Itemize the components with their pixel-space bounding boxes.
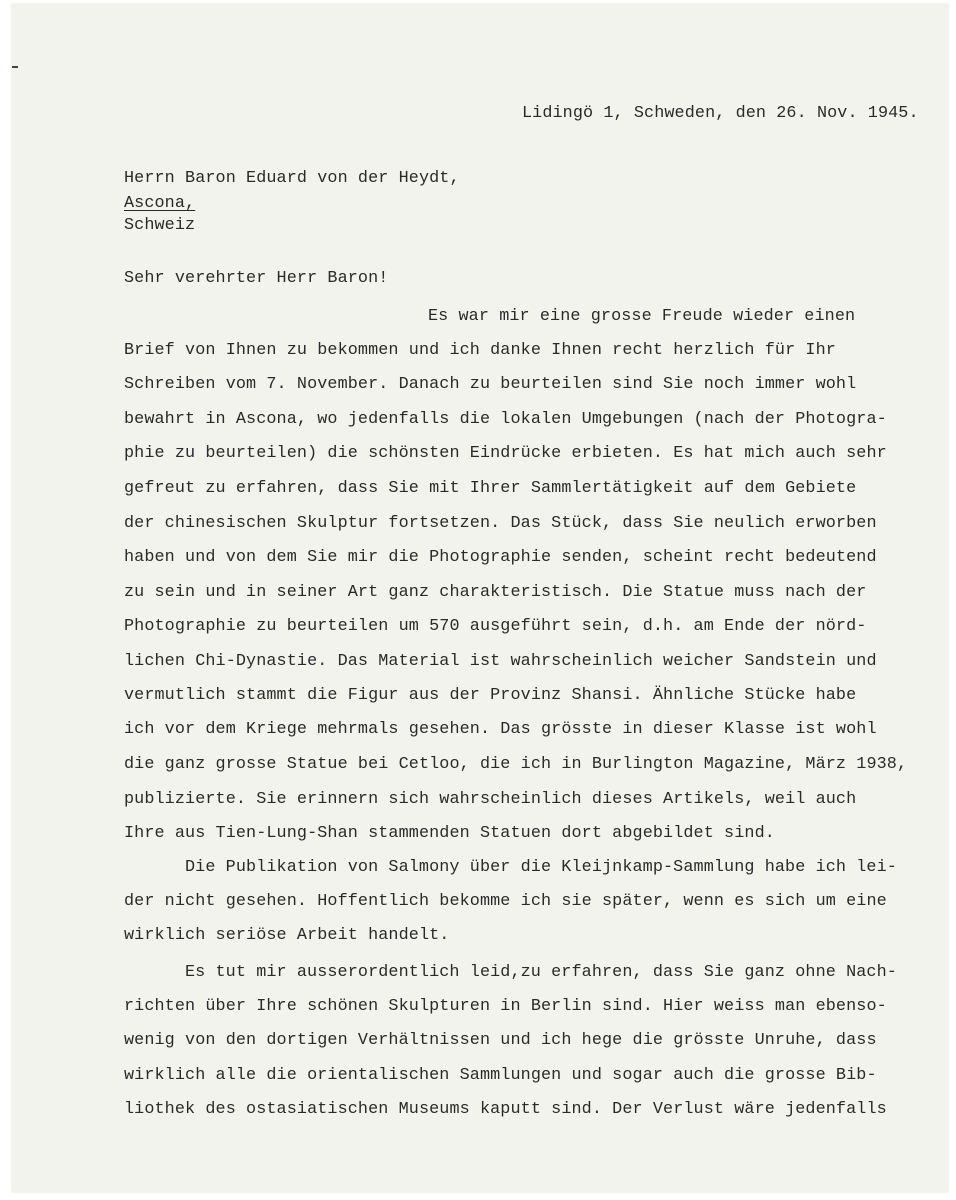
body-line: Es tut mir ausserordentlich leid,zu erfahren, dass Sie ganz ohne Nach- bbox=[185, 963, 897, 982]
body-line: liothek des ostasiatischen Museums kaputt sind. Der Verlust wäre jedenfalls bbox=[124, 1100, 887, 1119]
body-line: bewahrt in Ascona, wo jedenfalls die lokalen Umgebungen (nach der Photogra- bbox=[124, 410, 887, 429]
margin-mark bbox=[12, 66, 18, 68]
body-line: haben und von dem Sie mir die Photographie senden, scheint recht bedeutend bbox=[124, 548, 877, 567]
body-line: wirklich seriöse Arbeit handelt. bbox=[124, 926, 450, 945]
body-line: die ganz grosse Statue bei Cetloo, die ich in Burlington Magazine, März 1938, bbox=[124, 755, 908, 774]
body-line: lichen Chi-Dynastie. Das Material ist wahrscheinlich weicher Sandstein und bbox=[124, 652, 877, 671]
body-line: Die Publikation von Salmony über die Kleijnkamp-Sammlung habe ich lei- bbox=[185, 858, 897, 877]
body-line: richten über Ihre schönen Skulpturen in Berlin sind. Hier weiss man ebenso- bbox=[124, 997, 887, 1016]
body-line: der nicht gesehen. Hoffentlich bekomme ich sie später, wenn es sich um eine bbox=[124, 892, 887, 911]
body-line: Schreiben vom 7. November. Danach zu beurteilen sind Sie noch immer wohl bbox=[124, 375, 857, 394]
body-line: zu sein und in seiner Art ganz charakteristisch. Die Statue muss nach der bbox=[124, 583, 867, 602]
body-line: Es war mir eine grosse Freude wieder einen bbox=[428, 307, 856, 326]
address-line: Schweiz bbox=[124, 216, 196, 235]
body-line: publizierte. Sie erinnern sich wahrscheinlich dieses Artikels, weil auch bbox=[124, 790, 857, 809]
body-line: wenig von den dortigen Verhältnissen und ich hege die grösste Unruhe, dass bbox=[124, 1031, 877, 1050]
body-line: der chinesischen Skulptur fortsetzen. Das Stück, dass Sie neulich erworben bbox=[124, 514, 877, 533]
dateline: Lidingö 1, Schweden, den 26. Nov. 1945. bbox=[522, 104, 919, 123]
body-line: gefreut zu erfahren, dass Sie mit Ihrer Sammlertätigkeit auf dem Gebiete bbox=[124, 479, 857, 498]
body-line: wirklich alle die orientalischen Sammlungen und sogar auch die grosse Bib- bbox=[124, 1066, 877, 1085]
body-line: vermutlich stammt die Figur aus der Provinz Shansi. Ähnliche Stücke habe bbox=[124, 686, 857, 705]
body-line: phie zu beurteilen) die schönsten Eindrücke erbieten. Es hat mich auch sehr bbox=[124, 444, 887, 463]
body-line: Ihre aus Tien-Lung-Shan stammenden Statuen dort abgebildet sind. bbox=[124, 824, 775, 843]
body-line: ich vor dem Kriege mehrmals gesehen. Das grösste in dieser Klasse ist wohl bbox=[124, 720, 877, 739]
body-line: Photographie zu beurteilen um 570 ausgeführt sein, d.h. am Ende der nörd- bbox=[124, 617, 867, 636]
address-line: Herrn Baron Eduard von der Heydt, bbox=[124, 169, 460, 188]
address-line: Ascona, bbox=[124, 194, 196, 213]
salutation: Sehr verehrter Herr Baron! bbox=[124, 269, 389, 288]
body-line: Brief von Ihnen zu bekommen und ich danke Ihnen recht herzlich für Ihr bbox=[124, 341, 836, 360]
